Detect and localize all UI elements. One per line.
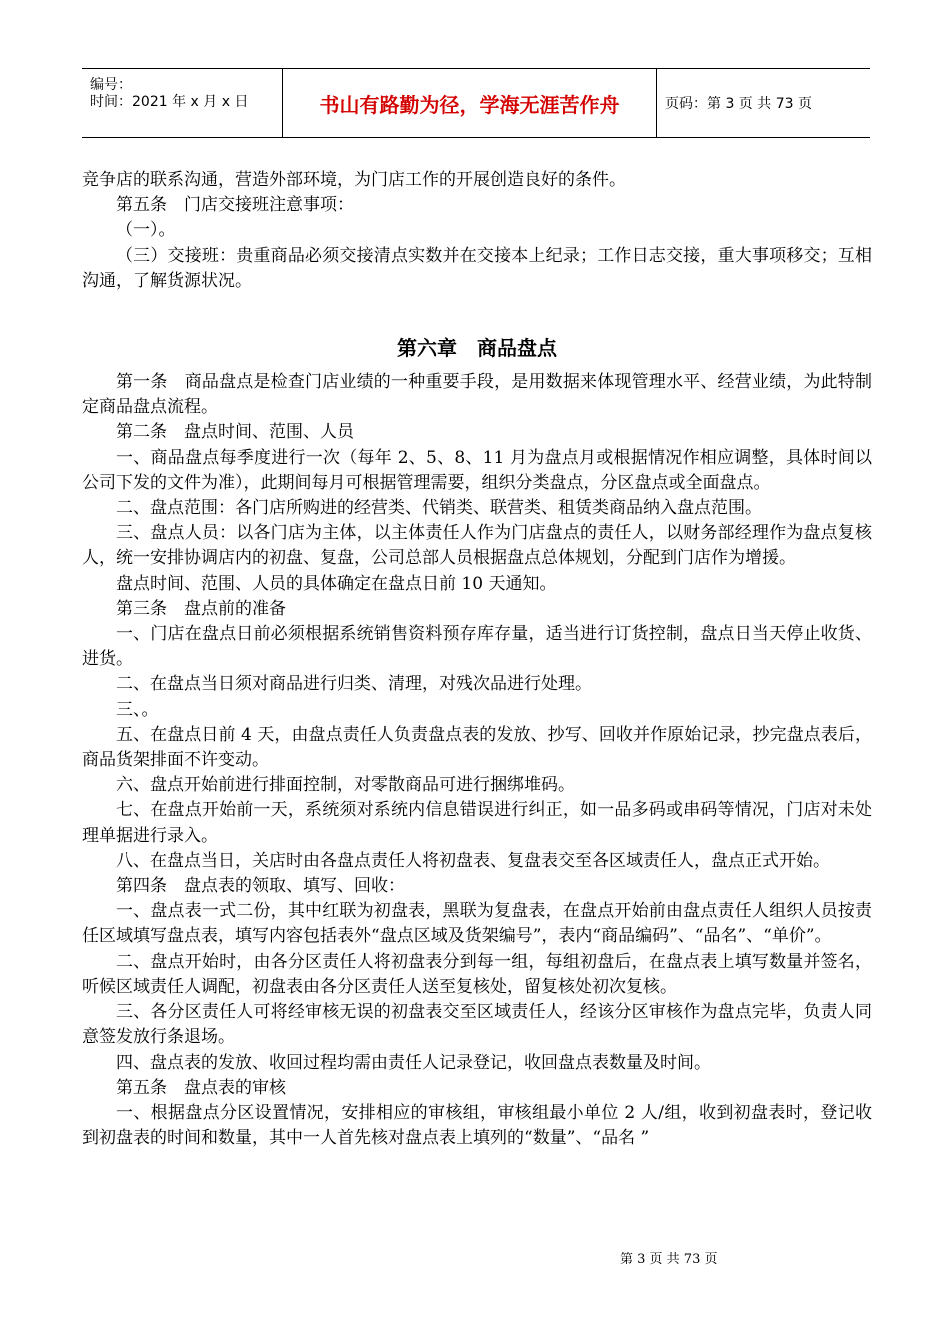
- article-heading: 第五条 盘点表的审核: [116, 1077, 286, 1098]
- paragraph: 二、盘点开始时，由各分区责任人将初盘表分到每一组，每组初盘后，在盘点表上填写数量并签名，听候区域责任人调配，初盘表由各分区责任人送至复核处，留复核处初次复核。: [82, 951, 872, 997]
- paragraph: 盘点时间、范围、人员的具体确定在盘点日前 10 天通知。: [116, 573, 557, 594]
- paragraph: 五、在盘点日前 4 天，由盘点责任人负责盘点表的发放、抄写、回收并作原始记录，抄完盘点表后，商品货架排面不许变动。: [82, 724, 872, 771]
- paragraph: 七、在盘点开始前一天，系统须对系统内信息错误进行纠正，如一品多码或串码等情况，门店对未处理单据进行录入。: [82, 800, 872, 846]
- paragraph: 八、在盘点当日，关店时由各盘点责任人将初盘表、复盘表交至各区域责任人，盘点正式开始。: [116, 850, 830, 871]
- paragraph: 三、盘点人员：以各门店为主体，以主体责任人作为门店盘点的责任人，以财务部经理作为盘点复核人，统一安排协调店内的初盘、复盘，公司总部人员根据盘点总体规划，分配到门店作为增援。: [82, 523, 872, 569]
- page-footer: 第 3 页 共 73 页: [620, 1252, 718, 1267]
- paragraph: 一、门店在盘点日前必须根据系统销售资料预存库存量，适当进行订货控制，盘点日当天停止收货、进货。: [82, 624, 872, 670]
- header-page-info: 页码：第 3 页 共 73 页: [665, 96, 812, 112]
- paragraph: 一、根据盘点分区设置情况，安排相应的审核组，审核组最小单位 2 人/组，收到初盘表时，登记收到初盘表的时间和数量，其中一人首先核对盘点表上填列的“数量”、“品名 ”: [82, 1102, 872, 1149]
- paragraph: （三）交接班：贵重商品必须交接清点实数并在交接本上纪录；工作日志交接，重大事项移交；互相沟通，了解货源状况。: [82, 245, 872, 291]
- article-heading: 第四条 盘点表的领取、填写、回收：: [116, 876, 405, 897]
- chapter-title: 第六章 商品盘点: [397, 336, 557, 361]
- spacer: [82, 294, 872, 333]
- paragraph: 一、商品盘点每季度进行一次（每年 2、5、8、11 月为盘点月或根据情况作相应调整，具体时间以公司下发的文件为准），此期间每月可根据管理需要，组织分类盘点，分区盘点或全面盘点。: [82, 447, 872, 493]
- paragraph: （一）。: [116, 220, 176, 241]
- article-heading: 第五条 门店交接班注意事项：: [116, 195, 354, 216]
- article-heading: 第三条 盘点前的准备: [116, 598, 286, 619]
- header-number-label: 编号：: [90, 77, 132, 93]
- article-heading: 第二条 盘点时间、范围、人员: [116, 422, 354, 443]
- paragraph: 六、盘点开始前进行排面控制，对零散商品可进行捆绑堆码。: [116, 775, 575, 796]
- header-time-label: 时间：2021 年 x 月 x 日: [90, 94, 249, 110]
- document-body: [82, 168, 872, 1151]
- paragraph: 第一条 商品盘点是检查门店业绩的一种重要手段，是用数据来体现管理水平、经营业绩，为此特制定商品盘点流程。: [82, 372, 872, 418]
- header-motto: 书山有路勤为径，学海无涯苦作舟: [283, 69, 657, 137]
- paragraph: 三、。: [116, 699, 159, 720]
- header-meta-cell: [82, 69, 283, 137]
- document-header: [82, 68, 870, 138]
- paragraph: 四、盘点表的发放、收回过程均需由责任人记录登记，收回盘点表数量及时间。: [116, 1052, 711, 1073]
- paragraph: 二、盘点范围：各门店所购进的经营类、代销类、联营类、租赁类商品纳入盘点范围。: [116, 498, 762, 519]
- paragraph: 二、在盘点当日须对商品进行归类、清理，对残次品进行处理。: [116, 674, 592, 695]
- paragraph: 三、各分区责任人可将经审核无误的初盘表交至区域责任人，经该分区审核作为盘点完毕，负责人同意签发放行条退场。: [82, 1002, 872, 1048]
- paragraph: 竞争店的联系沟通，营造外部环境，为门店工作的开展创造良好的条件。: [82, 170, 626, 190]
- paragraph: 一、盘点表一式二份，其中红联为初盘表，黑联为复盘表，在盘点开始前由盘点责任人组织人员按责任区域填写盘点表，填写内容包括表外“盘点区域及货架编号”，表内“商品编码”、“品名”、“单价”。: [82, 901, 872, 947]
